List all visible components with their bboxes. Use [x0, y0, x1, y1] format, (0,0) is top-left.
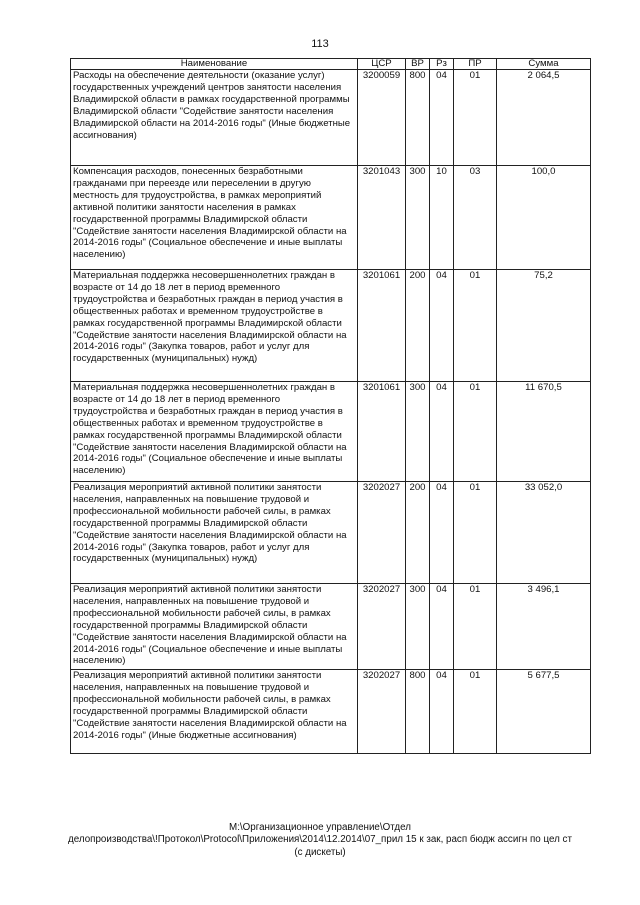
row-csr: 3200059 — [358, 70, 406, 166]
row-vr: 300 — [406, 166, 430, 270]
row-vr: 300 — [406, 382, 430, 482]
table-header-row — [71, 59, 591, 70]
row-pr: 01 — [454, 584, 497, 670]
row-name: Реализация мероприятий активной политики занятости населения, направленных на повышение трудовой и профессиональной мобильности рабочей силы, в рамках государственной программы Владимирской области "Содействие занятости населения Владимирской области на 2014-2016 годы" (Иные бюджетные ассигнования) — [71, 670, 358, 754]
row-pr: 01 — [454, 70, 497, 166]
row-vr: 300 — [406, 584, 430, 670]
row-sum: 5 677,5 — [497, 670, 591, 754]
row-rz: 04 — [430, 382, 454, 482]
row-csr: 3202027 — [358, 482, 406, 584]
row-name: Реализация мероприятий активной политики занятости населения, направленных на повышение трудовой и профессиональной мобильности рабочей силы, в рамках государственной программы Владимирской области "Содействие занятости населения Владимирской области на 2014-2016 годы" (Закупка товаров, работ и услуг для государственных (муниципальных) нужд) — [71, 482, 358, 584]
footer-line-3: (с дискеты) — [294, 846, 346, 858]
row-sum: 100,0 — [497, 166, 591, 270]
row-rz: 04 — [430, 70, 454, 166]
row-csr: 3201043 — [358, 166, 406, 270]
row-sum: 2 064,5 — [497, 70, 591, 166]
row-vr: 800 — [406, 70, 430, 166]
header-csr: ЦСР — [358, 59, 406, 70]
row-name: Материальная поддержка несовершеннолетних граждан в возрасте от 14 до 18 лет в период временного трудоустройства и безработных граждан в период участия в общественных работах и временном трудоустройстве в рамках государственной программы Владимирской области "Содействие занятости населения Владимирской области на 2014-2016 годы" (Закупка товаров, работ и услуг для государственных (муниципальных) нужд) — [71, 270, 358, 382]
table-row — [71, 270, 591, 382]
footer-line-1: M:\Организационное управление\Отдел — [229, 822, 411, 833]
row-rz: 04 — [430, 670, 454, 754]
row-rz: 04 — [430, 482, 454, 584]
table-row — [71, 670, 591, 754]
row-csr: 3202027 — [358, 670, 406, 754]
row-vr: 800 — [406, 670, 430, 754]
row-pr: 01 — [454, 482, 497, 584]
table-row — [71, 584, 591, 670]
footer-line-2: делопроизводства\!Протокол\Protocol\Приложения\2014\12.2014\07_прил 15 к зак, расп бюдж ассигн по цел ст — [68, 834, 572, 846]
row-name: Реализация мероприятий активной политики занятости населения, направленных на повышение трудовой и профессиональной мобильности рабочей силы, в рамках государственной программы Владимирской области "Содействие занятости населения Владимирской области на 2014-2016 годы" (Социальное обеспечение и иные выплаты населению) — [71, 584, 358, 670]
header-name: Наименование — [71, 59, 358, 70]
header-vr: ВР — [406, 59, 430, 70]
row-pr: 03 — [454, 166, 497, 270]
row-name: Компенсация расходов, понесенных безработными гражданами при переезде или переселении в другую местность для трудоустройства, в рамках мероприятий активной политики занятости населения в рамках государственной программы Владимирской области "Содействие занятости населения Владимирской области на 2014-2016 годы" (Социальное обеспечение и иные выплаты населению) — [71, 166, 358, 270]
header-rz: Рз — [430, 59, 454, 70]
row-pr: 01 — [454, 270, 497, 382]
row-sum: 33 052,0 — [497, 482, 591, 584]
row-csr: 3201061 — [358, 382, 406, 482]
header-pr: ПР — [454, 59, 497, 70]
row-sum: 75,2 — [497, 270, 591, 382]
row-vr: 200 — [406, 482, 430, 584]
row-sum: 11 670,5 — [497, 382, 591, 482]
row-name: Материальная поддержка несовершеннолетних граждан в возрасте от 14 до 18 лет в период временного трудоустройства и безработных граждан в период участия в общественных работах и временном трудоустройстве в рамках государственной программы Владимирской области "Содействие занятости населения Владимирской области на 2014-2016 годы" (Социальное обеспечение и иные выплаты населению) — [71, 382, 358, 482]
row-vr: 200 — [406, 270, 430, 382]
row-sum: 3 496,1 — [497, 584, 591, 670]
table-row — [71, 166, 591, 270]
header-sum: Сумма — [497, 59, 591, 70]
budget-table — [70, 58, 591, 754]
row-csr: 3202027 — [358, 584, 406, 670]
row-rz: 04 — [430, 584, 454, 670]
row-name: Расходы на обеспечение деятельности (оказание услуг) государственных учреждений центров занятости населения Владимирской области в рамках государственной программы Владимирской области "Содействие занятости населения Владимирской области на 2014-2016 годы" (Иные бюджетные ассигнования) — [71, 70, 358, 166]
table-row — [71, 382, 591, 482]
row-pr: 01 — [454, 670, 497, 754]
row-csr: 3201061 — [358, 270, 406, 382]
row-rz: 10 — [430, 166, 454, 270]
row-rz: 04 — [430, 270, 454, 382]
table-row — [71, 70, 591, 166]
file-path-footer — [0, 822, 640, 859]
page-number: 113 — [311, 38, 329, 50]
row-pr: 01 — [454, 382, 497, 482]
table-row — [71, 482, 591, 584]
